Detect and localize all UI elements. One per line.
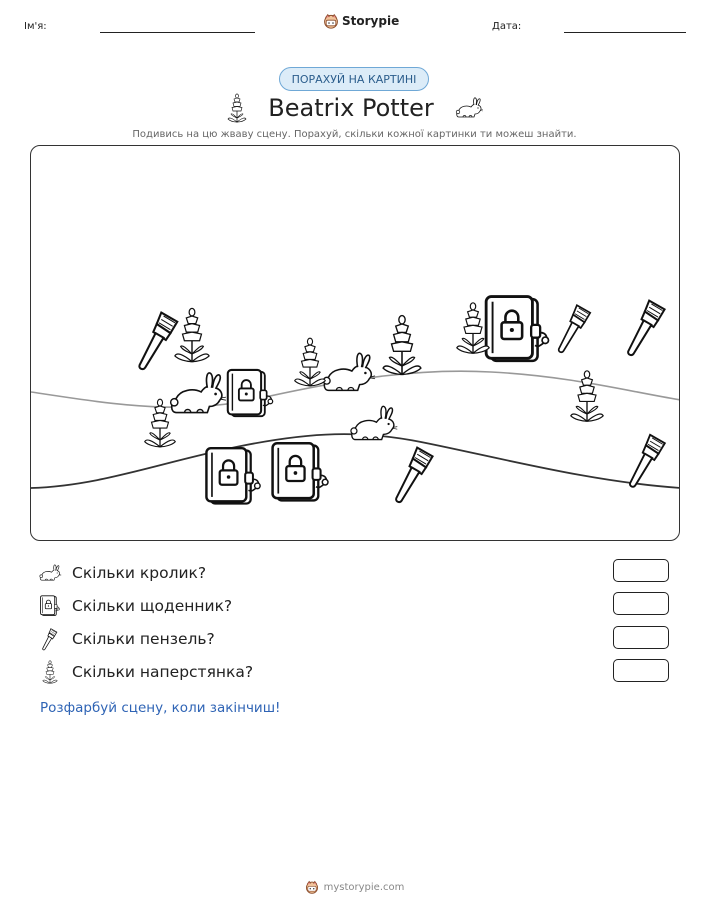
counting-scene (30, 145, 680, 541)
front-hill-line (31, 434, 680, 488)
activity-badge: ПОРАХУЙ НА КАРТИНІ (279, 67, 429, 91)
question-text: Скільки щоденник? (72, 597, 233, 615)
rabbit-icon (454, 95, 484, 121)
foxglove-1 (175, 308, 209, 361)
brush-1 (139, 313, 177, 370)
site-url[interactable]: mystorypie.com (323, 881, 405, 893)
brand-logo (323, 13, 399, 29)
diary-2 (486, 297, 548, 361)
foxglove-3 (383, 316, 421, 375)
site-footer (0, 880, 709, 894)
date-label: Дата: (492, 21, 522, 32)
title-row (200, 92, 510, 124)
storypie-logo-icon (305, 880, 319, 894)
diary-4 (273, 443, 328, 500)
foxglove-icon (226, 93, 248, 123)
foxglove-4 (457, 303, 489, 353)
coloring-note: Розфарбуй сцену, коли закінчиш! (40, 700, 281, 716)
page-title: Beatrix Potter (268, 94, 434, 122)
question-text: Скільки пензель? (72, 630, 215, 648)
answer-box-paintbrush[interactable] (613, 626, 669, 649)
rabbit-1 (171, 373, 226, 413)
question-foxglove (38, 659, 253, 685)
scene-canvas (31, 146, 680, 541)
question-text: Скільки наперстянка? (72, 663, 254, 681)
date-line[interactable] (564, 32, 686, 33)
foxglove-icon (38, 660, 62, 684)
rabbit-2 (323, 353, 375, 390)
paintbrush-icon (38, 627, 62, 651)
brush-5 (630, 435, 665, 487)
diary-1 (228, 370, 273, 416)
foxglove-2 (295, 338, 326, 386)
brand-name: Storypie (342, 14, 400, 28)
question-text: Скільки кролик? (72, 564, 207, 582)
rabbit-3 (351, 406, 397, 439)
foxglove-6 (571, 371, 603, 421)
storypie-logo-icon (323, 13, 339, 29)
instructions: Подивись на цю жваву сцену. Порахуй, скільки кожної картинки ти можеш знайти. (132, 129, 577, 140)
question-diary (38, 593, 232, 619)
name-label: Ім'я: (24, 21, 47, 32)
question-paintbrush (38, 626, 215, 652)
diary-icon (38, 594, 62, 618)
diary-3 (206, 448, 260, 503)
brush-4 (396, 448, 432, 502)
name-line[interactable] (100, 32, 255, 33)
answer-box-foxglove[interactable] (613, 659, 669, 682)
answer-box-rabbit[interactable] (613, 559, 669, 582)
brush-2 (559, 305, 591, 352)
rabbit-icon (38, 561, 62, 585)
brush-3 (628, 301, 664, 355)
question-rabbit (38, 560, 206, 586)
answer-box-diary[interactable] (613, 592, 669, 615)
